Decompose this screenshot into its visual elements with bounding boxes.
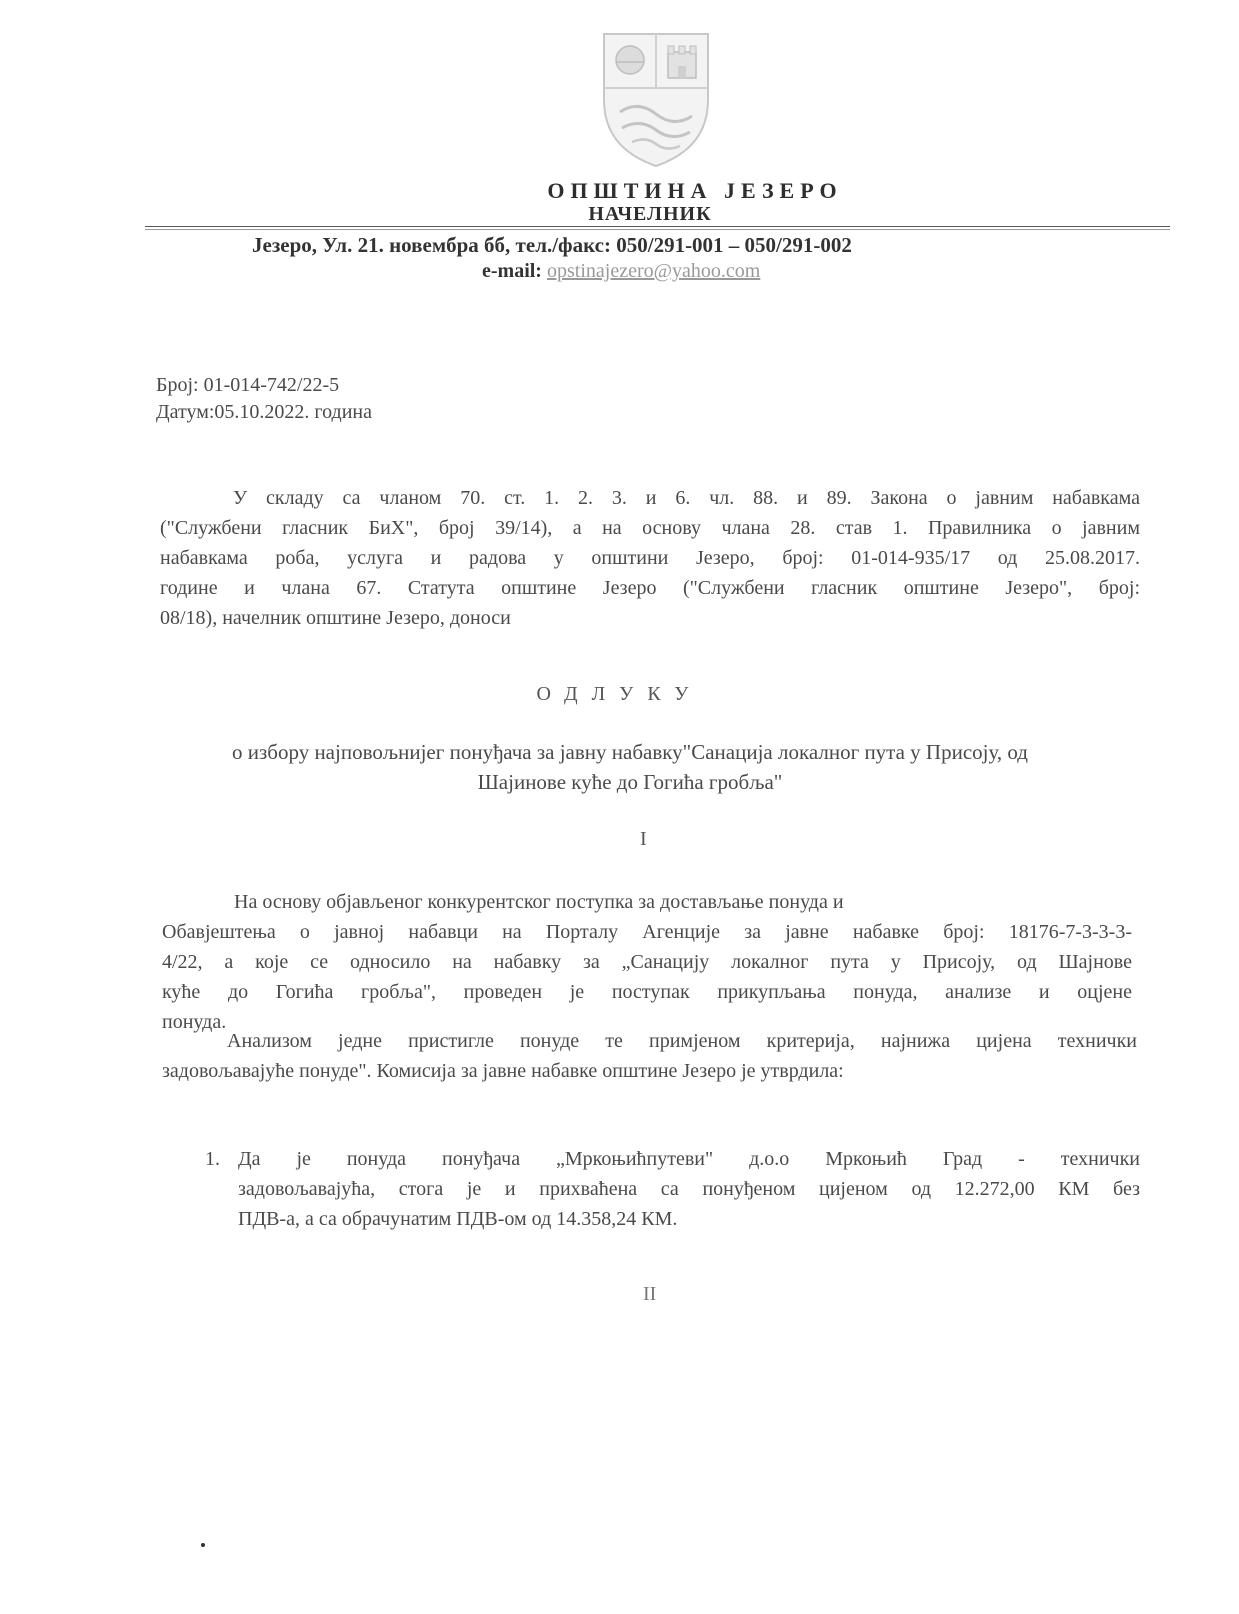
organization-name: ОПШТИНА ЈЕЗЕРО: [547, 178, 843, 203]
paragraph-line: 4/22, а које се односило на набавку за „Санацију локалног пута у Присоју, од Шајнове: [162, 951, 1132, 973]
paragraph-line: У складу са чланом 70. ст. 1. 2. 3. и 6. чл. 88. и 89. Закона о јавним набавкама: [233, 487, 1140, 509]
list-item-body: [238, 1144, 1140, 1234]
scan-speck: [201, 1543, 205, 1547]
paragraph-line: набавкама роба, услуга и радова у општини Језеро, број: 01-014-935/17 од 25.08.2017.: [160, 547, 1140, 569]
header-divider: [145, 226, 1170, 227]
document-date: Датум:05.10.2022. година: [156, 401, 373, 423]
paragraph-line: Анализом једне пристигле понуде те примјеном критерија, најнижа цијена технички: [227, 1030, 1137, 1052]
header-divider-secondary: [145, 229, 1170, 230]
paragraph-line: ("Службени гласник БиХ", број 39/14), а на основу члана 28. став 1. Правилника о јавним: [160, 517, 1140, 539]
organization-address: Језеро, Ул. 21. новембра бб, тел./факс: 050/291-001 – 050/291-002: [252, 233, 852, 257]
organization-subtitle: НАЧЕЛНИК: [588, 203, 712, 225]
paragraph-line: задовољавајуће понуде". Комисија за јавне набавке општине Језеро је утврдила:: [162, 1060, 844, 1082]
email-line: [482, 260, 760, 283]
paragraph-line: куће до Гогића гробља", проведен је поступак прикупљања понуда, анализе и оцјене: [162, 981, 1132, 1003]
paragraph-line: Обавјештења о јавној набавци на Порталу Агенције за јавне набавке број: 18176-7-3-3-3-: [162, 921, 1132, 943]
subject-line: о избору најповољнијег понуђача за јавну набавку"Санација локалног пута у Присоју, од: [232, 740, 1028, 764]
section1-paragraph-2: [162, 1026, 1137, 1086]
email-label: e-mail:: [482, 260, 542, 282]
decision-subject: [150, 737, 1110, 797]
section-number-1: I: [640, 828, 647, 850]
email-link[interactable]: opstinajezero@yahoo.com: [546, 260, 761, 282]
list-item: [205, 1144, 1140, 1234]
paragraph-line: 08/18), начелник општине Језеро, доноси: [160, 607, 511, 629]
section1-paragraph-1: [162, 887, 1132, 1037]
decision-heading: ОДЛУКУ: [536, 683, 703, 705]
coat-of-arms-logo: [598, 30, 714, 170]
intro-paragraph: [160, 483, 1140, 633]
paragraph-line: Да је понуда понуђача „Мркоњићпутеви" д.о.о Мркоњић Град - технички: [238, 1148, 1140, 1170]
list-item-number: 1.: [205, 1148, 220, 1170]
paragraph-line: године и члана 67. Статута општине Језеро ("Службени гласник општине Језеро", број:: [160, 577, 1140, 599]
section-number-2: II: [643, 1283, 657, 1305]
paragraph-line: понуда.: [162, 1011, 227, 1033]
paragraph-line: ПДВ-а, а са обрачунатим ПДВ-ом од 14.358,24 КМ.: [238, 1208, 678, 1230]
subject-line: Шајинове куће до Гогића гробља": [477, 770, 783, 794]
paragraph-line: задовољавајућа, стога је и прихваћена са понуђеном цијеном од 12.272,00 КМ без: [238, 1178, 1140, 1200]
paragraph-line: На основу објављеног конкурентског поступка за достављање понуда и: [234, 891, 844, 913]
document-number: Број: 01-014-742/22-5: [156, 374, 340, 396]
